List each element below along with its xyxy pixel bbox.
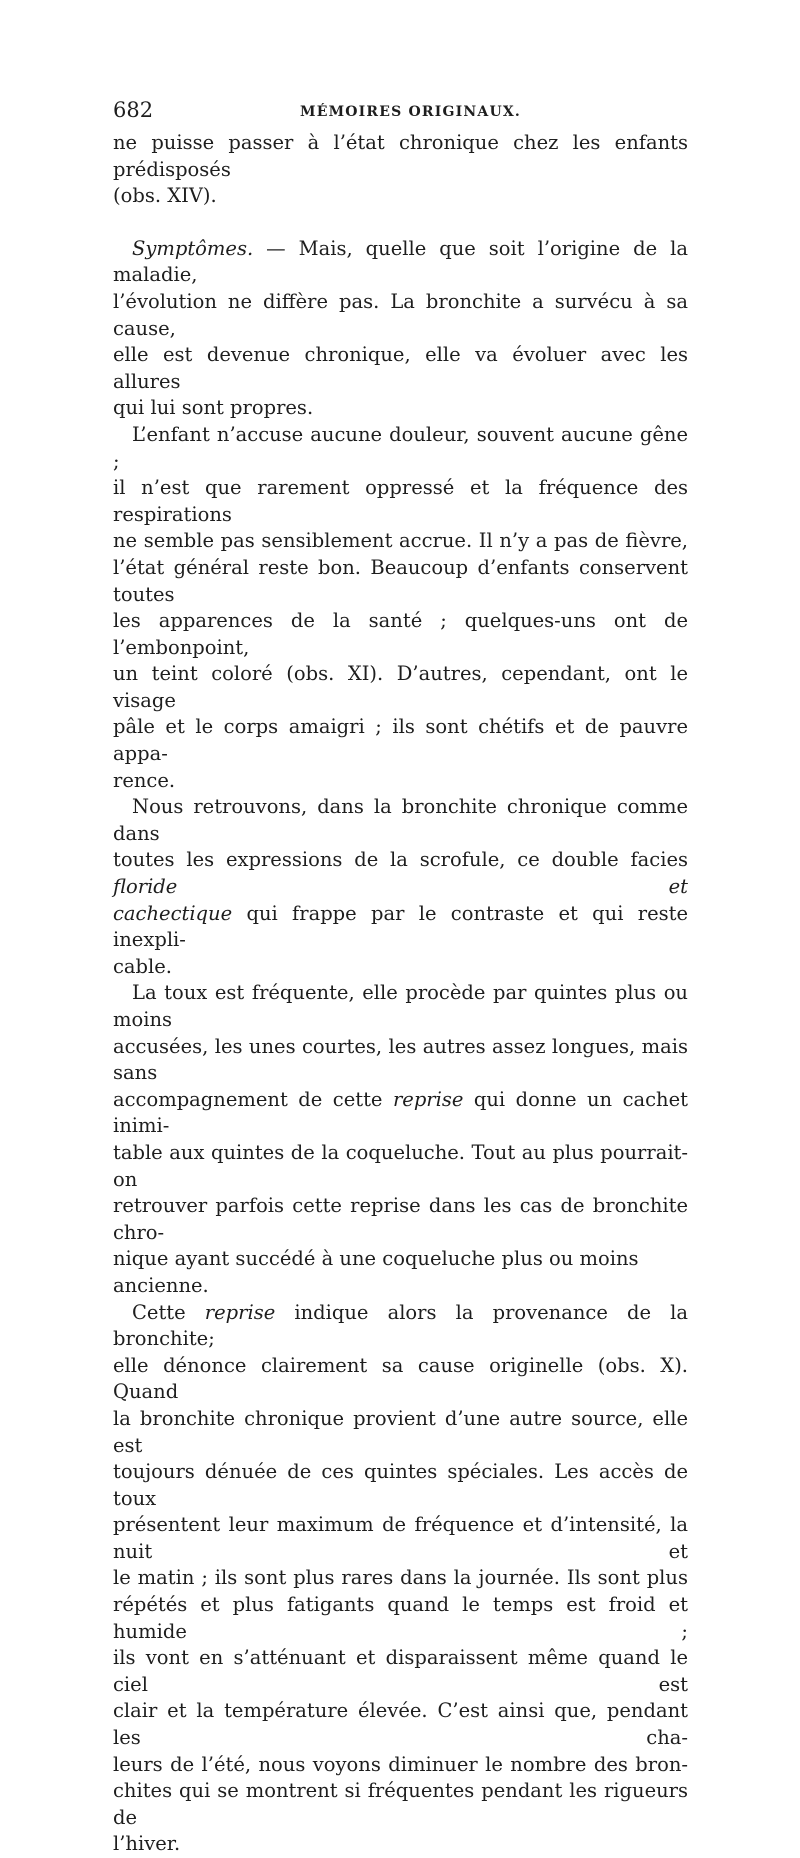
text-segment: qui donne un cachet inimi-	[113, 1087, 688, 1138]
text-line: ne puisse passer à l’état chronique chez les enfants prédisposés	[113, 131, 688, 181]
text-line: toujours dénuée de ces quintes spéciales. Les accès de toux	[113, 1460, 688, 1510]
text-line: un teint coloré (obs. XI). D’autres, cependant, ont le visage	[113, 662, 688, 712]
text-line	[113, 236, 688, 289]
text-line	[113, 1300, 688, 1353]
text-line: l’évolution ne diffère pas. La bronchite a survécu à sa cause,	[113, 289, 688, 340]
paragraph	[113, 794, 688, 980]
text-line	[113, 901, 688, 954]
text-line: accusées, les unes courtes, les autres assez longues, mais sans	[113, 1034, 688, 1085]
italic-term: floride et	[113, 875, 688, 899]
text-line: cable.	[113, 954, 173, 978]
text-line: ils vont en s’atténuant et disparaissent même quand le ciel est	[113, 1646, 688, 1696]
text-line: clair et la température élevée. C’est ainsi que, pendant les cha-	[113, 1699, 688, 1750]
text-line: répétés et plus fatigants quand le temps est froid et humide ;	[113, 1593, 688, 1643]
italic-term: reprise	[204, 1300, 276, 1324]
body-text	[113, 130, 688, 1858]
text-line: elle dénonce clairement sa cause originelle (obs. X). Quand	[113, 1353, 688, 1404]
text-line: chites qui se montrent si fréquentes pendant les rigueurs de	[113, 1779, 688, 1829]
text-line: leurs de l’été, nous voyons diminuer le nombre des bron-	[113, 1752, 688, 1776]
running-head	[113, 96, 688, 124]
text-line: ne semble pas sensiblement accrue. Il n’y a pas de fièvre,	[113, 529, 688, 553]
text-line: nique ayant succédé à une coqueluche plus ou moins ancienne.	[113, 1247, 639, 1297]
header-title: MÉMOIRES ORIGINAUX.	[300, 104, 521, 120]
text-line: Nous retrouvons, dans la bronchite chronique comme dans	[113, 795, 688, 845]
paragraph	[113, 422, 688, 794]
italic-term: cachectique	[113, 901, 233, 925]
text-segment: toutes les expressions de la scrofule, ce double facies	[113, 848, 688, 872]
text-line: il n’est que rarement oppressé et la fréquence des respirations	[113, 476, 688, 526]
text-line: l’hiver.	[113, 1832, 181, 1856]
text-line: table aux quintes de la coqueluche. Tout au plus pourrait-on	[113, 1140, 688, 1191]
text-line: (obs. XIV).	[113, 184, 217, 208]
text-line: L’enfant n’accuse aucune douleur, souvent aucune gêne ;	[113, 422, 688, 473]
text-segment: qui frappe par le contraste et qui reste inexpli-	[113, 901, 688, 952]
italic-term: reprise	[392, 1087, 464, 1111]
text-line	[113, 847, 688, 900]
text-line: retrouver parfois cette reprise dans les cas de bronchite chro-	[113, 1194, 688, 1244]
text-line	[113, 1087, 688, 1140]
paragraph	[113, 236, 688, 422]
text-line: rence.	[113, 768, 176, 792]
text-segment: Cette	[132, 1300, 205, 1324]
section-heading: Symptômes.	[132, 236, 254, 260]
text-line: qui lui sont propres.	[113, 396, 314, 420]
paragraph	[113, 980, 688, 1299]
text-line: le matin ; ils sont plus rares dans la journée. Ils sont plus	[113, 1566, 688, 1590]
page-number: 682	[113, 98, 154, 122]
text-line: pâle et le corps amaigri ; ils sont chétifs et de pauvre appa-	[113, 715, 688, 766]
paragraph	[113, 130, 688, 210]
text-line: la bronchite chronique provient d’une autre source, elle est	[113, 1406, 688, 1457]
text-line: présentent leur maximum de fréquence et d’intensité, la nuit et	[113, 1513, 688, 1563]
text-segment: — Mais, quelle que soit l’origine de la maladie,	[113, 236, 688, 287]
text-line: elle est devenue chronique, elle va évoluer avec les allures	[113, 343, 688, 393]
text-line: La toux est fréquente, elle procède par quintes plus ou moins	[113, 981, 688, 1031]
text-line: les apparences de la santé ; quelques-uns ont de l’embonpoint,	[113, 609, 688, 659]
text-line: l’état général reste bon. Beaucoup d’enfants conservent toutes	[113, 555, 688, 606]
text-segment: accompagnement de cette	[113, 1087, 393, 1111]
text-segment: indique alors la provenance de la bronchite;	[113, 1300, 688, 1351]
paragraph	[113, 1300, 688, 1858]
